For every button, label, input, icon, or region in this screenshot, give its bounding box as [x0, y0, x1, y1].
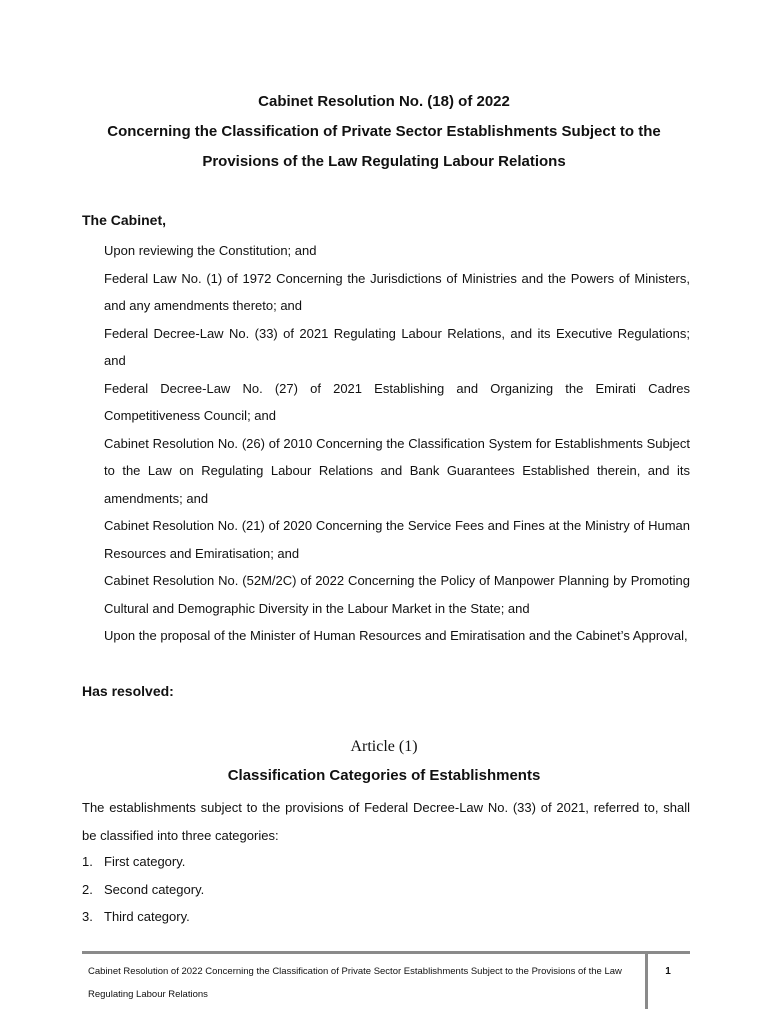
footer-text: Cabinet Resolution of 2022 Concerning the Classification of Private Sector Establishments Subject to the Provisions of the Law Regulating Labour Relations	[88, 966, 622, 1000]
category-number: 3.	[82, 909, 93, 924]
preamble-item: Upon reviewing the Constitution; and	[104, 243, 317, 258]
document-title: Cabinet Resolution No. (18) of 2022	[258, 93, 510, 110]
footer-rule	[82, 951, 690, 954]
category-number: 1.	[82, 854, 93, 869]
category-number: 2.	[82, 881, 93, 897]
article-title: Classification Categories of Establishments	[227, 767, 541, 784]
preamble-item: Upon the proposal of the Minister of Human Resources and Emiratisation and the Cabinet’s Approval,	[104, 628, 688, 643]
article-number: Article (1)	[350, 738, 418, 755]
preamble-item: Cabinet Resolution No. (21) of 2020 Concerning the Service Fees and Fines at the Ministry of Human Resources and Emiratisation; and	[104, 518, 690, 561]
article-body: The establishments subject to the provisions of Federal Decree-Law No. (33) of 2021, referred to, shall be classified into three categories:	[82, 800, 690, 843]
preamble-item: Federal Decree-Law No. (27) of 2021 Establishing and Organizing the Emirati Cadres Competitiveness Council; and	[104, 380, 690, 423]
preamble-item: Federal Law No. (1) of 1972 Concerning the Jurisdictions of Ministries and the Powers of Ministers, and any amendments thereto; and	[104, 270, 690, 313]
category-item	[82, 903, 204, 931]
category-label: First category.	[104, 854, 186, 869]
preamble-item: Federal Decree-Law No. (33) of 2021 Regulating Labour Relations, and its Executive Regulations; and	[104, 325, 690, 368]
cabinet-heading: The Cabinet,	[82, 212, 167, 228]
category-item	[82, 848, 204, 876]
document-subtitle-line-2: Provisions of the Law Regulating Labour Relations	[202, 153, 566, 170]
category-list	[82, 848, 204, 931]
document-subtitle-line-1: Concerning the Classification of Private Sector Establishments Subject to the	[107, 123, 661, 140]
category-item	[82, 876, 204, 904]
preamble-list	[104, 237, 690, 650]
category-label: Second category.	[104, 881, 205, 897]
page-number: 1	[665, 966, 671, 977]
resolved-heading: Has resolved:	[82, 683, 174, 699]
preamble-item: Cabinet Resolution No. (52M/2C) of 2022 Concerning the Policy of Manpower Planning by Promoting Cultural and Demographic Diversity in the Labour Market in the State; and	[104, 573, 690, 616]
category-label: Third category.	[104, 909, 190, 924]
preamble-item: Cabinet Resolution No. (26) of 2010 Concerning the Classification System for Establishments Subject to the Law on Regulating Labour Relations and Bank Guarantees Established therein, and its amendments; and	[104, 435, 690, 506]
